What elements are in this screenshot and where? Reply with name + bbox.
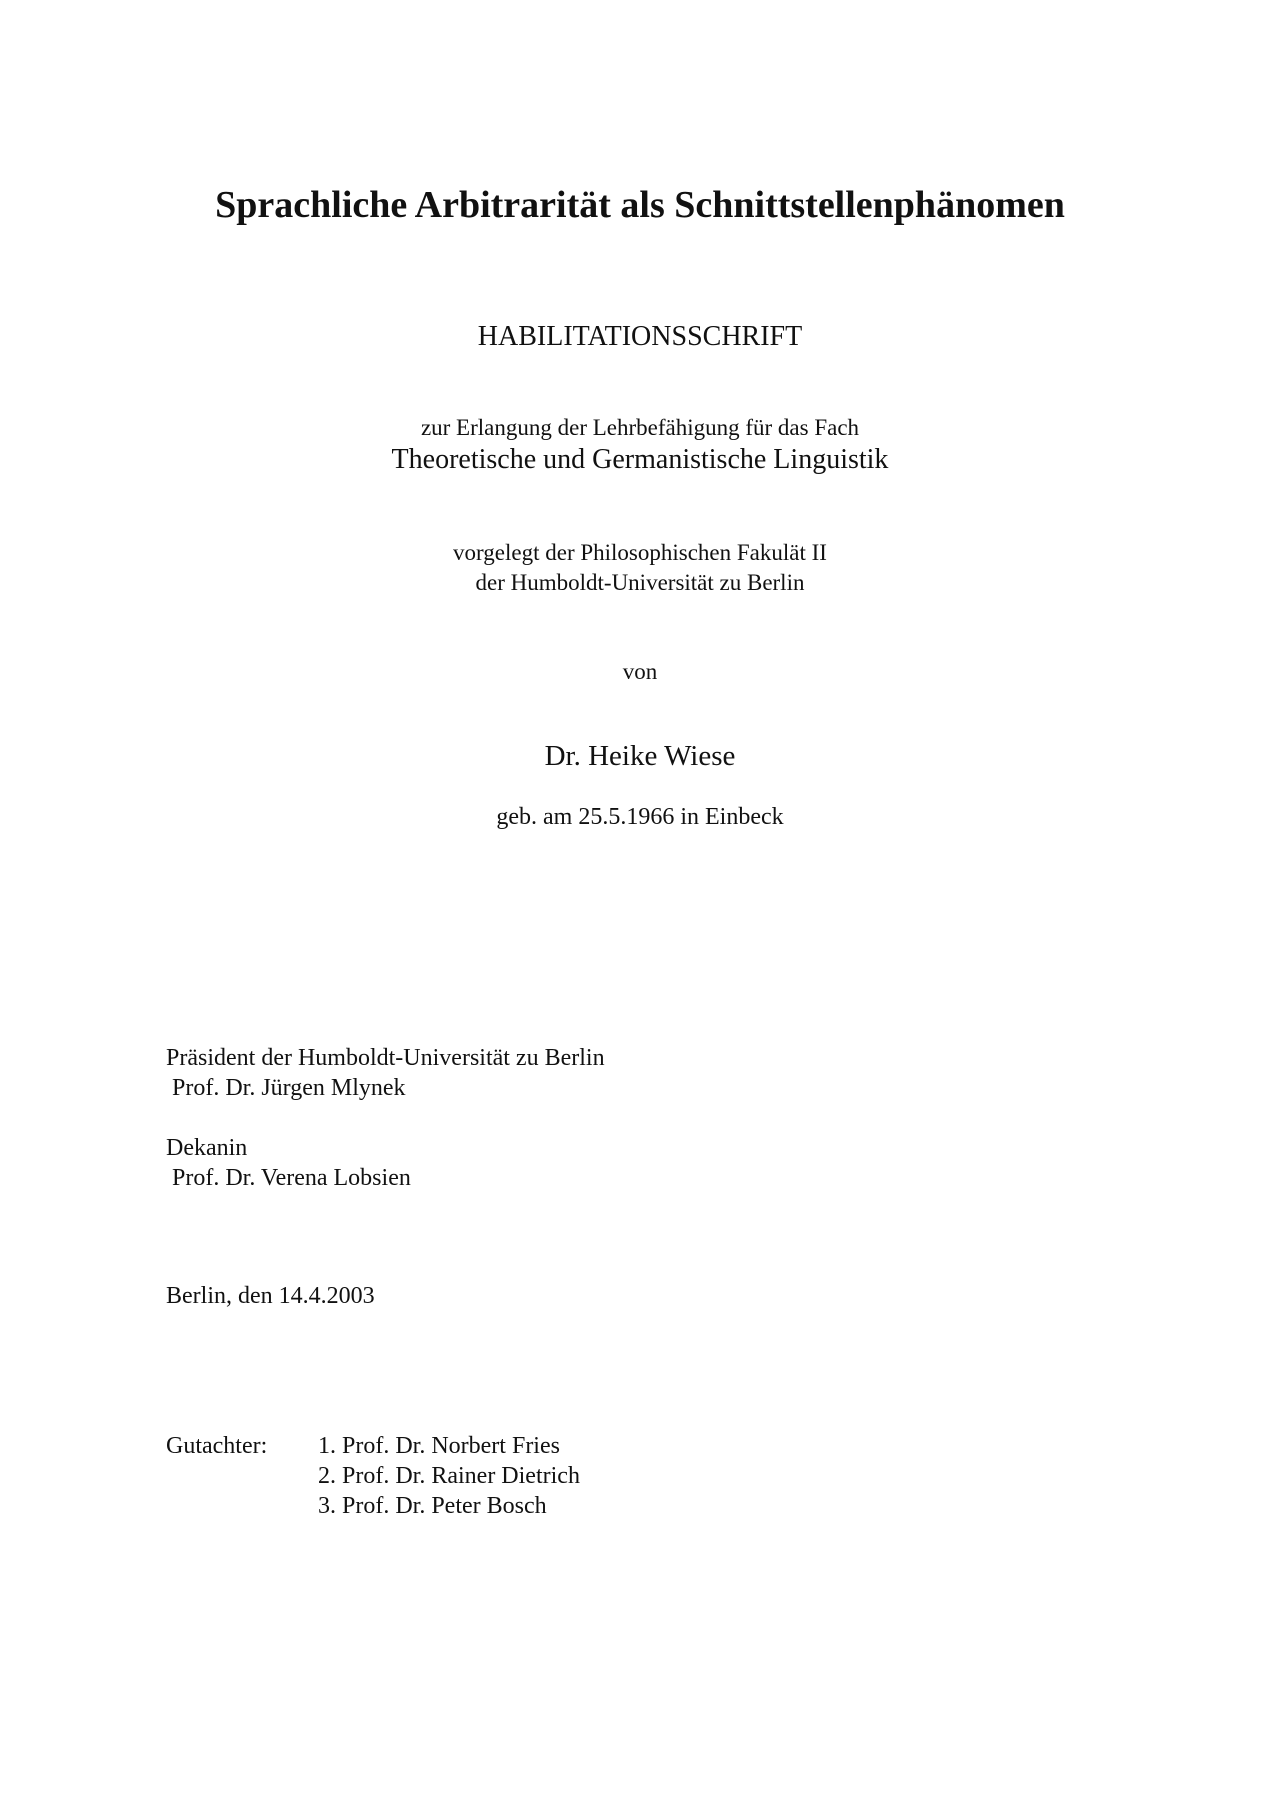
reviewers-label: Gutachter: xyxy=(166,1433,268,1459)
submission-line-1: vorgelegt der Philosophischen Fakulät II xyxy=(453,540,827,565)
purpose-line: zur Erlangung der Lehrbefähigung für das Fach xyxy=(420,415,860,440)
reviewer-item: 1. Prof. Dr. Norbert Fries xyxy=(318,1433,560,1459)
author-name: Dr. Heike Wiese xyxy=(544,740,736,772)
dean-name: Prof. Dr. Verena Lobsien xyxy=(172,1165,411,1191)
reviewer-item: 3. Prof. Dr. Peter Bosch xyxy=(318,1493,547,1519)
submission-line-2: der Humboldt-Universität zu Berlin xyxy=(475,570,805,595)
document-title: Sprachliche Arbitrarität als Schnittstellenphänomen xyxy=(215,184,1065,226)
document-type: HABILITATIONSSCHRIFT xyxy=(477,321,803,352)
subject: Theoretische und Germanistische Linguistik xyxy=(391,444,889,475)
author-birth: geb. am 25.5.1966 in Einbeck xyxy=(496,804,784,830)
reviewer-item: 2. Prof. Dr. Rainer Dietrich xyxy=(318,1463,580,1489)
dean-role: Dekanin xyxy=(166,1135,248,1161)
president-role: Präsident der Humboldt-Universität zu Berlin xyxy=(166,1045,605,1071)
place-date: Berlin, den 14.4.2003 xyxy=(166,1283,375,1309)
by-label: von xyxy=(622,659,658,684)
president-name: Prof. Dr. Jürgen Mlynek xyxy=(172,1075,406,1101)
